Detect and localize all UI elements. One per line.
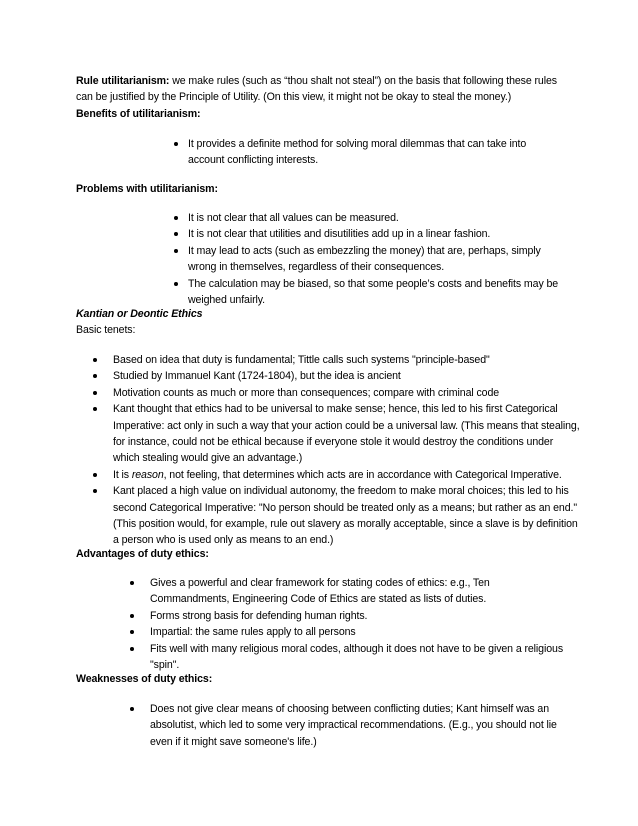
list-item: [188, 276, 560, 309]
list-item-text: Gives a powerful and clear framework for stating codes of ethics: e.g., Ten Commandments, Engineering Code of Ethics are stated as lists of duties.: [150, 577, 490, 606]
list-item: [113, 483, 581, 549]
advantages-list: [150, 575, 566, 673]
list-item: [150, 575, 566, 608]
weaknesses-list: [150, 701, 566, 750]
list-item: [188, 226, 560, 242]
list-item: [150, 624, 566, 640]
bullet-icon: [93, 473, 97, 477]
benefits-heading: Benefits of utilitarianism:: [76, 108, 201, 120]
list-item: [113, 385, 581, 401]
bullet-icon: [130, 614, 134, 618]
list-item: [188, 136, 560, 169]
rule-utilitarianism-term: Rule utilitarianism:: [76, 75, 170, 87]
list-item-text: It may lead to acts (such as embezzling the money) that are, perhaps, simply wrong in themselves, regardless of their consequences.: [188, 244, 541, 274]
bullet-icon: [174, 282, 178, 286]
list-item-text: Kant thought that ethics had to be universal to make sense; hence, this led to his first Categorical Imperative: act only in such a way that your action could be a universal law. (This means that stealing, for instance, could not be ethical because if everyone stole it would destroy the conditions under which stealing would give an advantage.): [113, 403, 580, 465]
list-item: [188, 210, 560, 226]
bullet-icon: [93, 374, 97, 378]
list-item-text: Fits well with many religious moral codes, although it does not have to be given a religious "spin".: [150, 642, 564, 672]
bullet-icon: [174, 142, 178, 146]
rule-utilitarianism-text: we make rules (such as “thou shalt not steal”) on the basis that following these rules can be justified by the Principle of Utility. (On this view, it might not be okay to steal the money.): [76, 75, 557, 104]
list-item-text: It is not clear that all values can be measured.: [188, 212, 399, 224]
list-item-text-pre: It is: [113, 468, 132, 481]
list-item: [188, 243, 560, 276]
list-item-text: Motivation counts as much or more than consequences; compare with criminal code: [113, 386, 500, 399]
bullet-icon: [130, 581, 134, 585]
list-item: [113, 368, 581, 384]
bullet-icon: [130, 707, 134, 711]
list-item: [150, 641, 566, 674]
bullet-icon: [130, 630, 134, 634]
weaknesses-heading: Weaknesses of duty ethics:: [76, 673, 213, 685]
bullet-icon: [93, 407, 97, 411]
list-item-text: Studied by Immanuel Kant (1724-1804), but the idea is ancient: [113, 370, 401, 383]
list-item-text: Kant placed a high value on individual autonomy, the freedom to make moral choices; this led to his second Categorical Imperative: "No person should be treated only as a means; but rather as an end." (This position would, for example, rule out slavery as morally acceptable, since a slave is by definition a person who is used only as means to an end.): [113, 485, 578, 547]
list-item: [113, 467, 581, 483]
list-item-text: Forms strong basis for defending human rights.: [150, 609, 368, 622]
list-item-text-post: , not feeling, that determines which acts are in accordance with Categorical Imperative.: [163, 468, 562, 481]
bullet-icon: [174, 249, 178, 253]
list-item-emphasis: reason: [131, 468, 164, 481]
list-item-text: The calculation may be biased, so that some people’s costs and benefits may be weighed unfairly.: [188, 277, 559, 307]
basic-tenets-label: Basic tenets:: [76, 324, 136, 336]
list-item: [150, 701, 566, 750]
list-item-text: It provides a definite method for solving moral dilemmas that can take into account conflicting interests.: [188, 138, 527, 167]
bullet-icon: [174, 232, 178, 236]
list-item-text: Does not give clear means of choosing between conflicting duties; Kant himself was an absolutist, which led to some very impractical recommendations. (E.g., you should not lie even if it might save someone's life.): [150, 703, 557, 748]
benefits-list: [188, 136, 560, 169]
bullet-icon: [93, 358, 97, 362]
list-item: [113, 401, 581, 467]
list-item-text: Based on idea that duty is fundamental; Tittle calls such systems "principle-based": [113, 354, 490, 366]
bullet-icon: [174, 216, 178, 220]
bullet-icon: [130, 647, 134, 651]
list-item-text: Impartial: the same rules apply to all persons: [150, 626, 356, 639]
bullet-icon: [93, 489, 97, 493]
list-item: [150, 608, 566, 624]
rule-utilitarianism-paragraph: [76, 73, 566, 106]
problems-list: [188, 210, 560, 308]
list-item-text: It is not clear that utilities and disutilities add up in a linear fashion.: [188, 228, 491, 241]
tenets-list: [113, 352, 581, 549]
problems-heading: Problems with utilitarianism:: [76, 183, 218, 195]
kantian-heading: Kantian or Deontic Ethics: [76, 308, 203, 320]
list-item: [113, 352, 581, 368]
bullet-icon: [93, 391, 97, 395]
advantages-heading: Advantages of duty ethics:: [76, 548, 209, 560]
